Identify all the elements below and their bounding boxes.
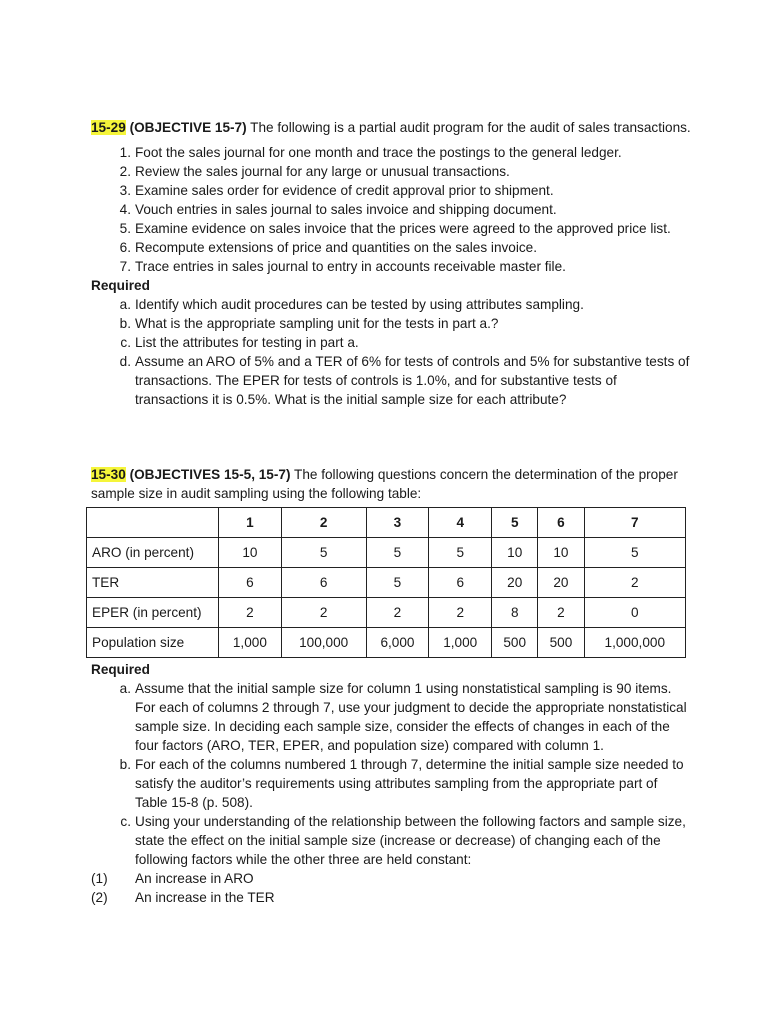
required-list	[91, 295, 691, 409]
table-cell: 100,000	[281, 628, 366, 658]
problem-15-29	[91, 118, 691, 409]
problem-header	[91, 118, 691, 137]
list-item: b. For each of the columns numbered 1 through 7, determine the initial sample size needed to satisfy the auditor’s requirements using attributes sampling from the appropriate part of Table 15-8 (p. 508).	[119, 757, 684, 810]
problem-15-30-required	[91, 660, 691, 907]
factor-item: (1) An increase in ARO	[91, 871, 254, 886]
table-cell: 6	[219, 568, 282, 598]
list-item: a. Identify which audit procedures can be tested by using attributes sampling.	[119, 297, 584, 312]
table-cell: 10	[538, 538, 584, 568]
table-header-row	[87, 508, 686, 538]
table-cell: 10	[492, 538, 538, 568]
table-header-cell: 5	[492, 508, 538, 538]
required-list	[91, 679, 691, 869]
table-cell: 2	[366, 598, 429, 628]
problem-objective: (OBJECTIVES 15-5, 15-7)	[129, 467, 291, 482]
table-cell: 1,000	[219, 628, 282, 658]
list-item: 4. Vouch entries in sales journal to sales invoice and shipping document.	[119, 202, 557, 217]
table-header-cell: 6	[538, 508, 584, 538]
table-header-cell	[87, 508, 219, 538]
list-item: a. Assume that the initial sample size for column 1 using nonstatistical sampling is 90 items. For each of columns 2 through 7, use your judgment to decide the appropriate nonstatistical sample size. In deciding each sample size, consider the effects of changes in each of the four factors (ARO, TER, EPER, and population size) compared with column 1.	[119, 681, 687, 753]
table-row	[87, 568, 686, 598]
table-header-cell: 4	[429, 508, 492, 538]
table-cell: 1,000,000	[584, 628, 685, 658]
list-item: 2. Review the sales journal for any large or unusual transactions.	[119, 164, 510, 179]
row-label: TER	[87, 568, 219, 598]
table-cell: 500	[492, 628, 538, 658]
list-item: 5. Examine evidence on sales invoice that the prices were agreed to the approved price list.	[119, 221, 671, 236]
table-cell: 2	[584, 568, 685, 598]
row-label: Population size	[87, 628, 219, 658]
table-cell: 2	[281, 598, 366, 628]
problem-15-30	[91, 465, 691, 503]
list-item: c. Using your understanding of the relationship between the following factors and sample size, state the effect on the initial sample size (increase or decrease) of changing each of the following factors while the other three are held constant:	[120, 814, 686, 867]
table-header-cell: 2	[281, 508, 366, 538]
row-label: EPER (in percent)	[87, 598, 219, 628]
table-cell: 2	[429, 598, 492, 628]
table-cell: 10	[219, 538, 282, 568]
list-item: d. Assume an ARO of 5% and a TER of 6% for tests of controls and 5% for substantive tests of transactions. The EPER for tests of controls is 1.0%, and for substantive tests of transactions it is 0.5%. What is the initial sample size for each attribute?	[119, 354, 690, 407]
required-heading: Required	[91, 662, 150, 677]
table-cell: 5	[366, 568, 429, 598]
list-item: 6. Recompute extensions of price and quantities on the sales invoice.	[119, 240, 538, 255]
problem-objective: (OBJECTIVE 15-7)	[129, 120, 247, 135]
table-header-cell: 1	[219, 508, 282, 538]
list-item: c. List the attributes for testing in part a.	[120, 335, 359, 350]
list-item: 1. Foot the sales journal for one month and trace the postings to the general ledger.	[119, 145, 622, 160]
table-cell: 5	[366, 538, 429, 568]
table-cell: 6	[429, 568, 492, 598]
list-item: 7. Trace entries in sales journal to entry in accounts receivable master file.	[119, 259, 566, 274]
table-row	[87, 598, 686, 628]
problem-number: 15-29	[91, 120, 126, 135]
table-cell: 5	[584, 538, 685, 568]
sample-size-table	[86, 507, 686, 658]
required-heading: Required	[91, 278, 150, 293]
table-cell: 6	[281, 568, 366, 598]
list-item: b. What is the appropriate sampling unit for the tests in part a.?	[119, 316, 499, 331]
list-item: 3. Examine sales order for evidence of credit approval prior to shipment.	[119, 183, 554, 198]
table-row	[87, 538, 686, 568]
table-cell: 1,000	[429, 628, 492, 658]
row-label: ARO (in percent)	[87, 538, 219, 568]
problem-intro: The following questions concern the determination of the proper sample size in audit sampling using the following table:	[91, 467, 678, 501]
problem-number: 15-30	[91, 467, 126, 482]
table-header-cell: 3	[366, 508, 429, 538]
table-cell: 20	[538, 568, 584, 598]
problem-intro: The following is a partial audit program for the audit of sales transactions.	[246, 120, 691, 135]
table-cell: 2	[538, 598, 584, 628]
table-cell: 8	[492, 598, 538, 628]
procedure-list	[91, 143, 691, 276]
table-cell: 5	[429, 538, 492, 568]
table-cell: 2	[219, 598, 282, 628]
table-cell: 20	[492, 568, 538, 598]
table-cell: 6,000	[366, 628, 429, 658]
table-row	[87, 628, 686, 658]
table-cell: 5	[281, 538, 366, 568]
table-cell: 500	[538, 628, 584, 658]
table-header-cell: 7	[584, 508, 685, 538]
factor-item: (2) An increase in the TER	[91, 890, 275, 905]
problem-header	[91, 465, 691, 503]
table-cell: 0	[584, 598, 685, 628]
